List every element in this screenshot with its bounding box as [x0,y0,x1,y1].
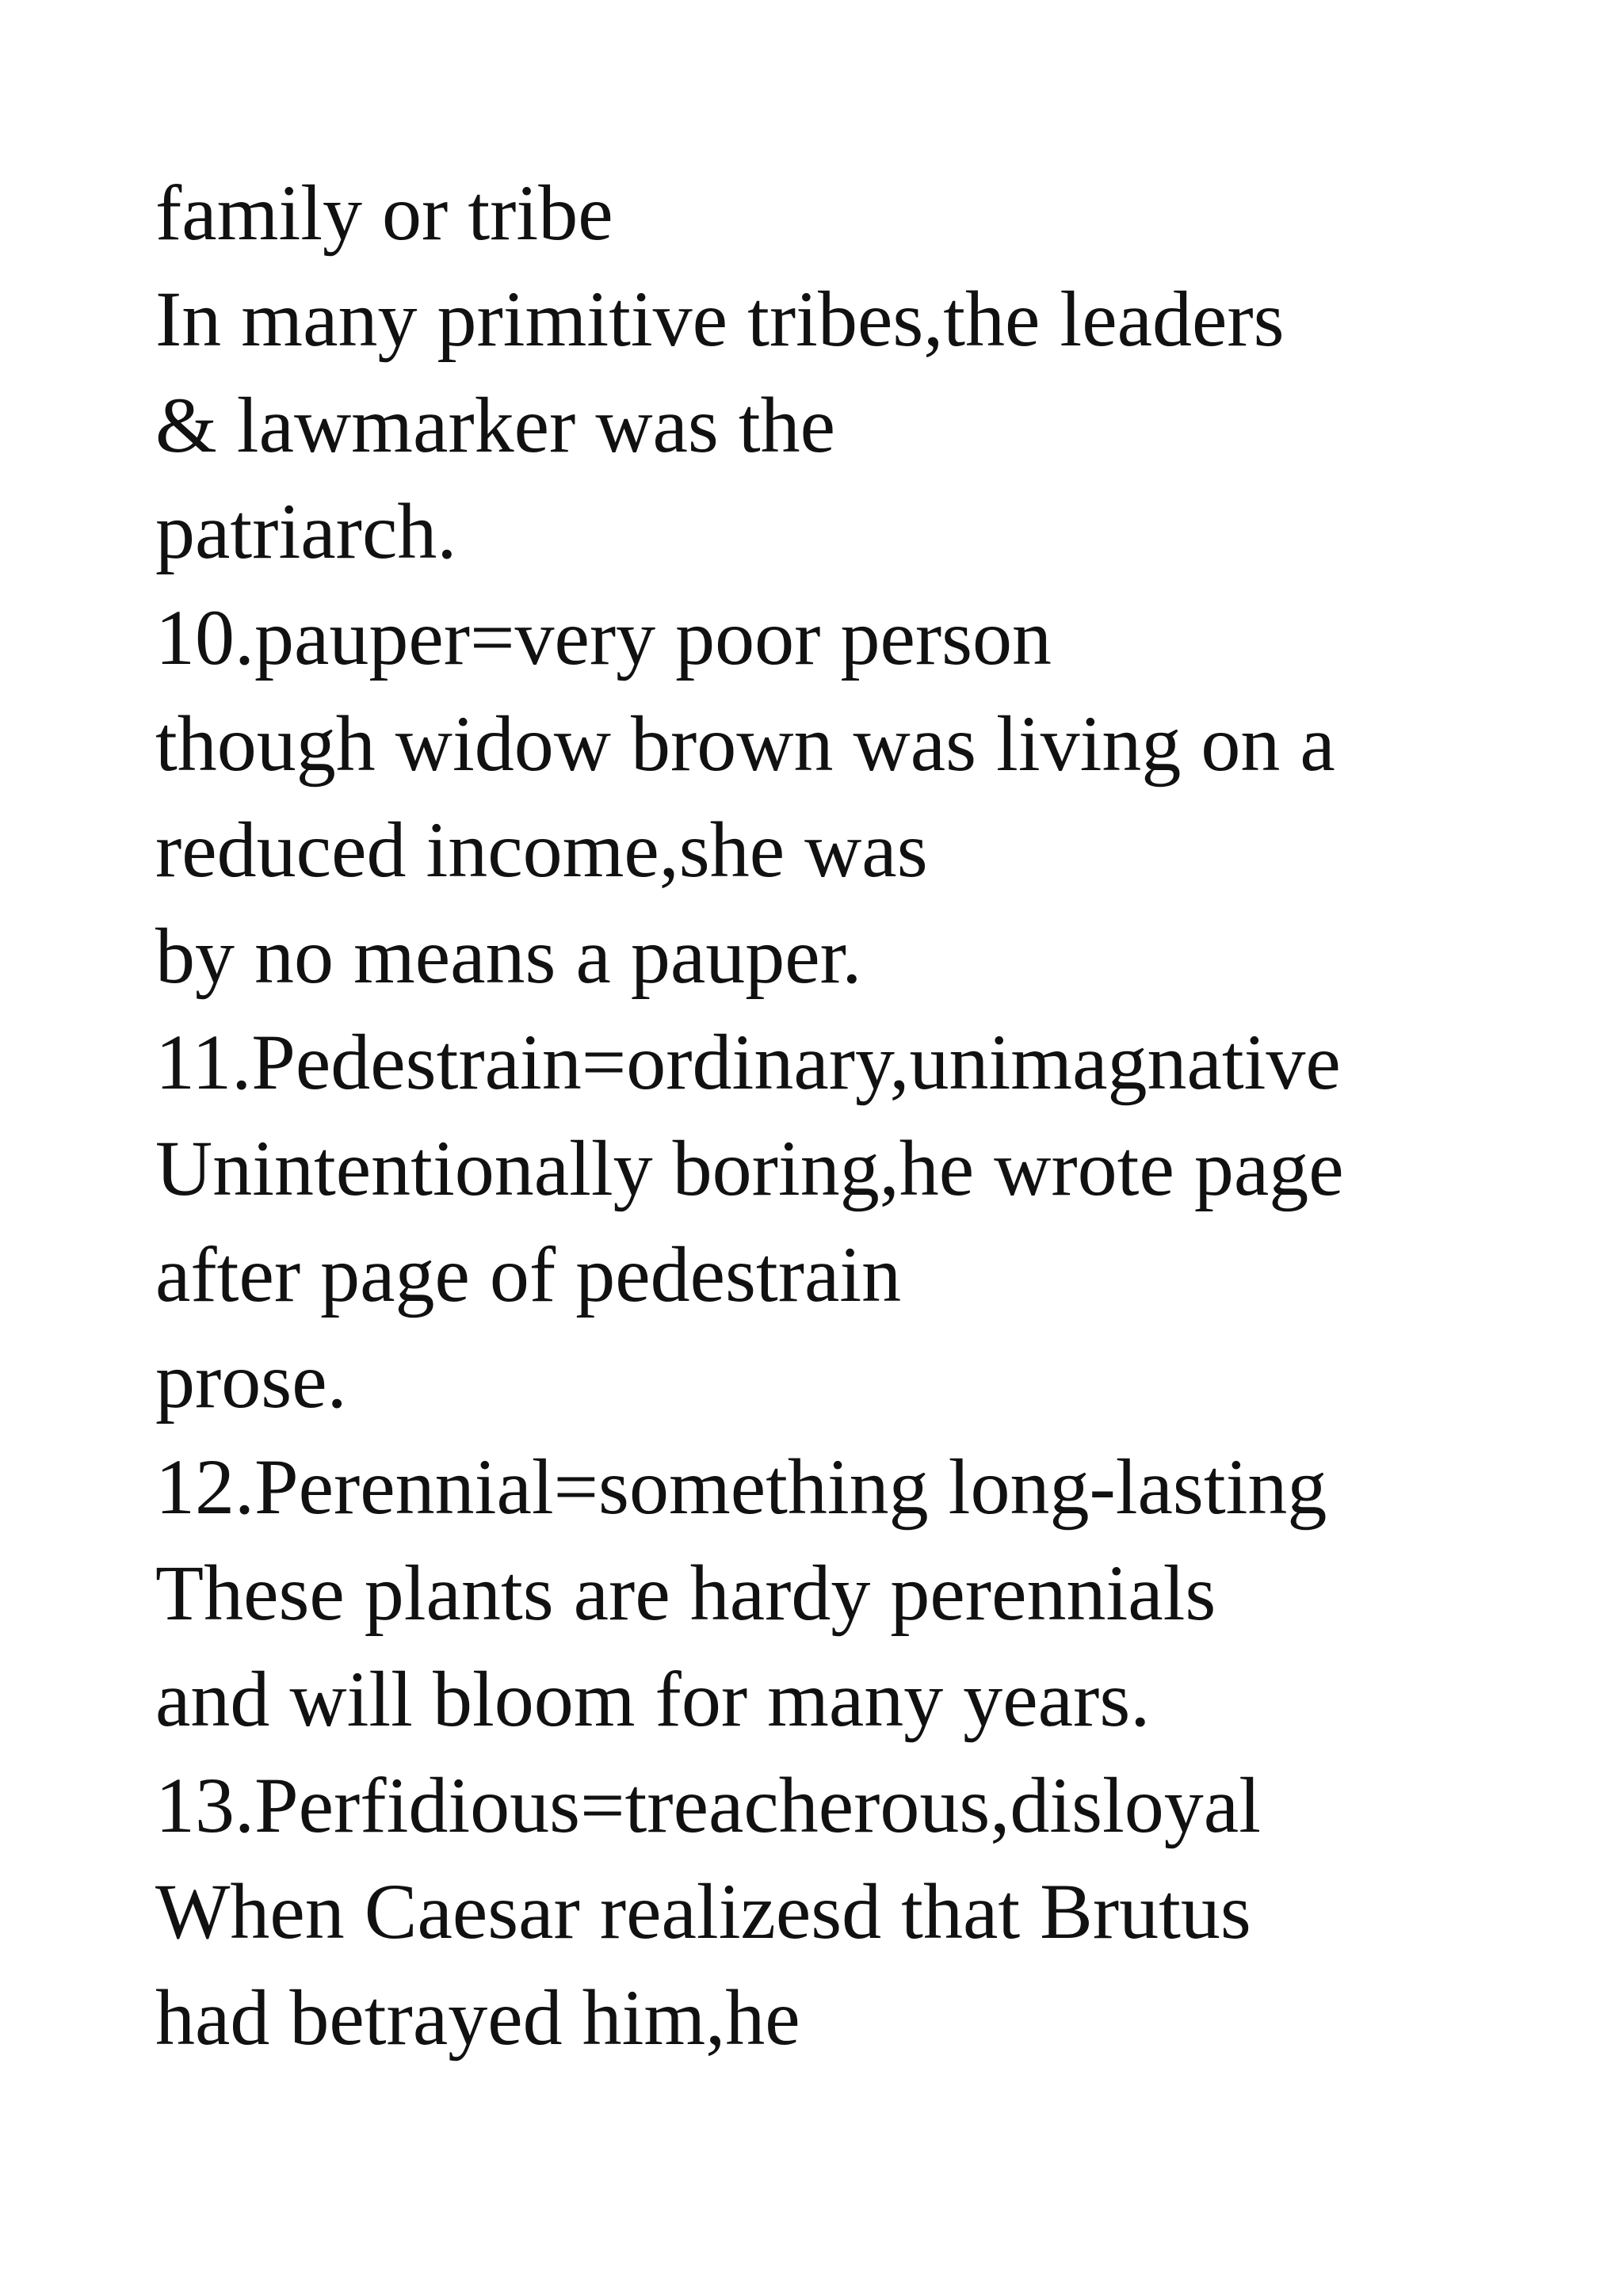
text-line: 10.pauper=very poor person [155,593,1052,681]
text-line: 11.Pedestrain=ordinary,unimagnative [155,1018,1341,1106]
text-line: 12.Perennial=something long-lasting [155,1443,1327,1531]
text-line: had betrayed him,he [155,1974,800,2061]
text-line: and will bloom for many years. [155,1655,1151,1743]
text-line: family or tribe [155,169,613,257]
text-line: Unintentionally boring,he wrote page [155,1124,1344,1212]
text-line: reduced income,she was [155,806,928,894]
text-line: 13.Perfidious=treacherous,disloyal [155,1761,1261,1849]
text-line: though widow brown was living on a [155,700,1335,788]
text-line: & lawmarker was the [155,381,836,469]
text-line: prose. [155,1337,347,1425]
text-line: patriarch. [155,487,457,575]
text-line: after page of pedestrain [155,1230,902,1318]
document-text [155,160,1582,2071]
text-line: by no means a pauper. [155,912,862,1000]
text-line: When Caesar realizesd that Brutus [155,1867,1251,1955]
text-line: These plants are hardy perennials [155,1549,1216,1637]
text-line: In many primitive tribes,the leaders [155,275,1285,363]
